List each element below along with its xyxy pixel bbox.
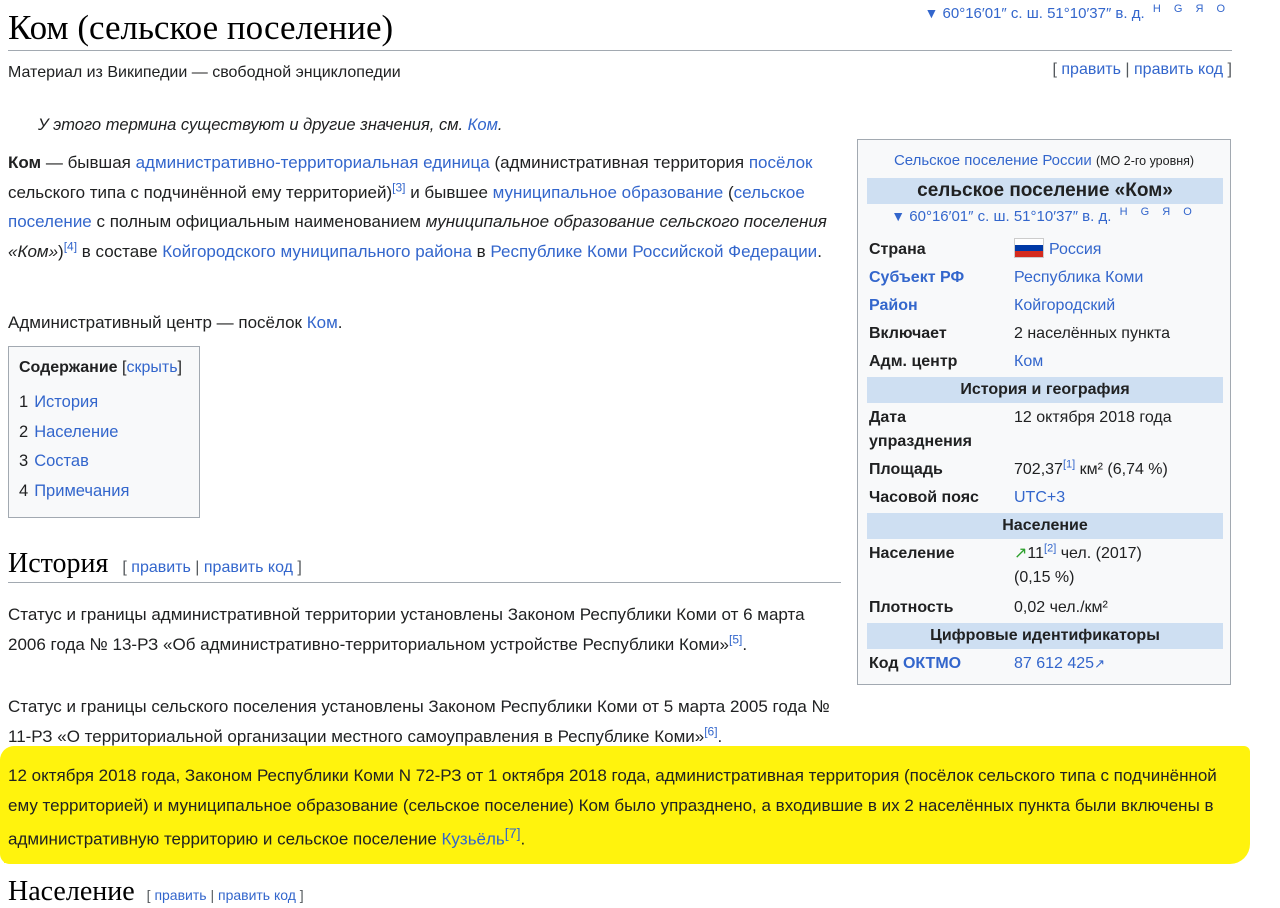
infobox-coordinates[interactable]: ▼ 60°16′01″ с. ш. 51°10′37″ в. д. $^{H G Я O}$ — [891, 206, 1197, 225]
ref-4[interactable]: [4] — [63, 238, 78, 253]
toc-hide-link[interactable]: скрыть — [126, 359, 178, 376]
link-koygorodsky[interactable]: Койгородский — [1014, 297, 1116, 314]
ref-2[interactable]: [2] — [1044, 542, 1057, 555]
table-of-contents — [8, 346, 200, 518]
link-kom[interactable]: Ком — [306, 313, 338, 332]
link-district-label[interactable]: Район — [869, 297, 918, 314]
link-subject-rf[interactable]: Субъект РФ — [869, 269, 965, 286]
infobox-section-population: Население — [867, 513, 1223, 539]
history-paragraph-1: Статус и границы административной территории установлены Законом Республики Коми от 6 марта 2006 года № 13-РЗ «Об административно-территориальном устройстве Республики Коми»[5]. — [8, 605, 805, 654]
ref-5[interactable]: [5] — [728, 631, 743, 646]
link-district[interactable]: Койгородского муниципального района — [162, 241, 472, 261]
link-oktmo[interactable]: ОКТМО — [902, 655, 962, 672]
hatnote: У этого термина существуют и другие значения, см. Ком. — [38, 116, 503, 134]
admin-center-paragraph: Административный центр — посёлок Ком. — [8, 313, 343, 332]
external-link-icon: ↗ — [1094, 656, 1105, 671]
map-pin-icon: ▼ — [891, 208, 906, 224]
edit-link[interactable]: править — [1061, 61, 1121, 78]
link-russia[interactable]: Россия — [1049, 241, 1102, 258]
link-kom-center[interactable]: Ком — [1014, 353, 1044, 370]
increase-arrow-icon: ↗ — [1014, 545, 1028, 562]
link-rural-settlement[interactable]: сельское поселение — [8, 182, 805, 231]
ref-3[interactable]: [3] — [392, 179, 406, 194]
coordinates-text[interactable]: 60°16′01″ с. ш. 51°10′37″ в. д. — [942, 5, 1145, 22]
russia-flag-icon — [1014, 238, 1044, 258]
link-oktmo-code[interactable]: 87 612 425 — [1014, 655, 1095, 672]
link-republic[interactable]: Республике Коми Российской Федерации — [490, 241, 818, 261]
lead-paragraph: Ком — бывшая административно-территориальная единица (административная территория посёлок сельского типа с подчинённой ему территорией)[3] и бывшее муниципальное образование (сельское поселение с полным официальным наименованием муниципальное образование сельского поселения «Ком»)[4] в составе Койгородского муниципального района в Республике Коми Российской Федерации. — [8, 153, 827, 261]
toc-title: Содержание [скрыть] — [19, 359, 182, 376]
link-utc3[interactable]: UTC+3 — [1014, 489, 1066, 506]
history-paragraph-2: Статус и границы сельского поселения установлены Законом Республики Коми от 5 марта 2005 года № 11-РЗ «О территориальной организации местного самоуправления в Республике Коми»[6]. — [8, 697, 830, 746]
page-title: Ком (сельское поселение) — [8, 8, 394, 47]
link-komi-republic[interactable]: Республика Коми — [1014, 269, 1144, 286]
section-edit-code-link[interactable]: править код — [217, 887, 296, 903]
link-municipal[interactable]: муниципальное образование — [492, 182, 724, 202]
infobox: Сельское поселение России (МО 2-го уровня) сельское поселение «Ком» ▼ 60°16′01″ с. ш. 51°10′37″ в. д. $^{H G Я O}$ Страна Россия Субъект РФ Республика Коми Район Койгородский Включает 2 населённых пункта Адм. центр Ком История и география Дата упразднения 12 октября 2018 года Площадь 702,37[1] км² (6,74 %) Часовой пояс UTC+3 Население Население ↗11[2] чел. (2017) (0,15 %) Плотность 0,02 чел./км² Цифровые идентификаторы Код ОКТМО 87 612 425↗ — [857, 139, 1231, 685]
toc-item[interactable]: 2 Население — [19, 423, 119, 441]
history-paragraph-3: 12 октября 2018 года, Законом Республики Коми N 72-РЗ от 1 октября 2018 года, административная территория (посёлок сельского типа с подчинённой ему территорией) и муниципальное образование (сельское поселение) Ком было упразднено, а входившие в их 2 населённых пункта были включены в административную территорию и сельское поселение Кузьёль[7]. — [8, 766, 1217, 849]
infobox-type-link[interactable]: Сельское поселение России — [893, 152, 1092, 169]
infobox-type: Сельское поселение России (МО 2-го уровня) — [893, 152, 1195, 169]
toc-item[interactable]: 3 Состав — [19, 452, 89, 470]
infobox-section-ids: Цифровые идентификаторы — [867, 623, 1223, 649]
section-divider — [8, 582, 841, 583]
link-kuzyol[interactable]: Кузьёль — [441, 829, 505, 849]
section-heading-history: История [ править | править код ] — [8, 548, 302, 579]
toc-item[interactable]: 1 История — [19, 393, 99, 411]
toc-item[interactable]: 4 Примечания — [19, 482, 130, 500]
coordinates-map-links[interactable]: H G Я O — [1152, 3, 1230, 15]
section-heading-population: Население [ править | править код ] — [8, 876, 304, 907]
infobox-section-history: История и география — [867, 377, 1223, 403]
map-pin-icon: ▼ — [924, 5, 939, 21]
infobox-name: сельское поселение «Ком» — [867, 178, 1223, 204]
coordinates-top[interactable] — [925, 3, 1231, 22]
section-edit-link[interactable]: править — [131, 559, 191, 576]
title-divider — [8, 50, 1232, 51]
section-edit-code-link[interactable]: править код — [203, 559, 293, 576]
ref-6[interactable]: [6] — [704, 723, 718, 738]
link-admin-unit[interactable]: административно-территориальная единица — [135, 153, 490, 172]
ref-1[interactable]: [1] — [1062, 458, 1076, 471]
hatnote-link[interactable]: Ком — [467, 116, 498, 134]
link-posyolok[interactable]: посёлок — [748, 153, 813, 172]
edit-code-link[interactable]: править код — [1134, 61, 1224, 78]
section-edit-link[interactable]: править — [154, 887, 207, 903]
page-edit-links: [ править | править код ] — [1052, 61, 1232, 78]
ref-7[interactable]: [7] — [504, 826, 521, 842]
tagline: Материал из Википедии — свободной энциклопедии — [8, 64, 401, 81]
